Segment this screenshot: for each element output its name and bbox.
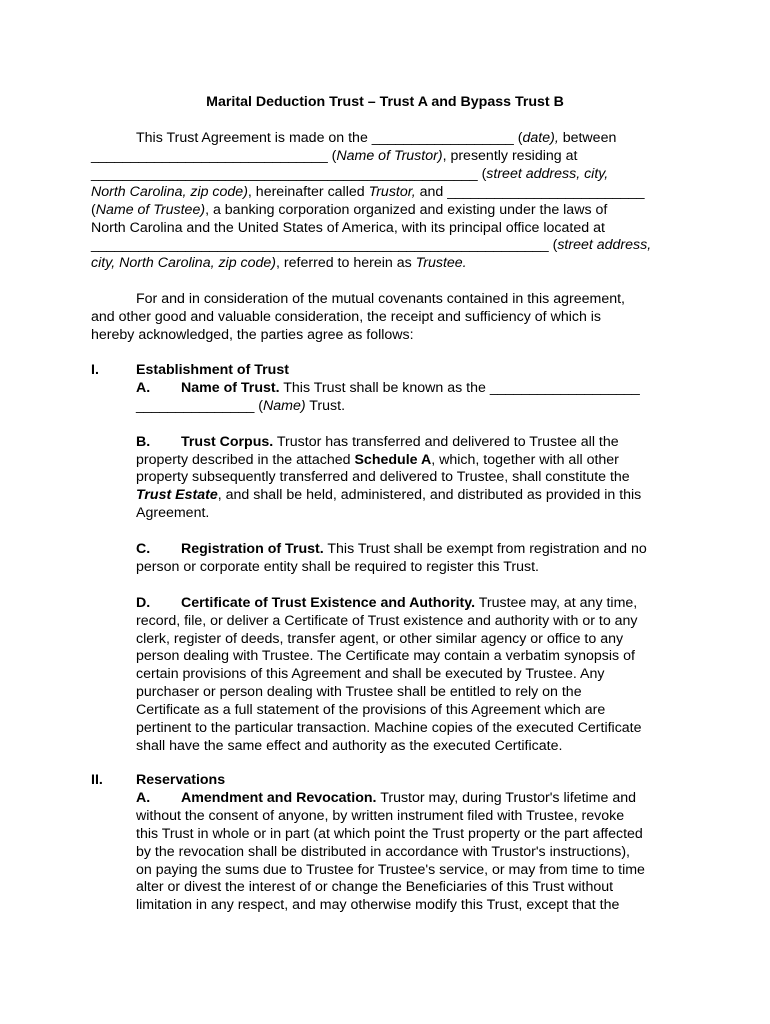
- intro-line: North Carolina, zip code), hereinafter called Trustor, and _________________________: [91, 183, 645, 200]
- clause-name-of-trust: A. Name of Trust. This Trust shall be known as the ___________________: [136, 379, 640, 396]
- clause-line: clerk, register of deeds, transfer agent, or other similar agency or office to any: [136, 630, 624, 647]
- clause-line: Trust Estate, and shall be held, administered, and distributed as provided in this: [136, 487, 642, 504]
- section-body: [136, 772, 696, 915]
- clause-line: this Trust in whole or in part (at which point the Trust property or the part affected: [136, 825, 643, 842]
- intro-line: This Trust Agreement is made on the __________________ (date), between: [136, 130, 617, 146]
- intro-line: North Carolina and the United States of America, with its principal office located at: [91, 219, 605, 236]
- clause-line: limitation in any respect, and may otherwise modify this Trust, except that the: [136, 897, 620, 914]
- section-number: II.: [91, 772, 103, 788]
- clause-line: on paying the sums due to Trustee for Trustee's service, or may from time to time: [136, 861, 645, 878]
- intro-line: ______________________________ (Name of Trustor), presently residing at: [91, 147, 578, 164]
- clause-line: person dealing with Trustee. The Certificate may contain a verbatim synopsis of: [136, 648, 635, 665]
- intro-paragraph: [91, 130, 691, 273]
- clause-line: Certificate as a full statement of the provisions of this Agreement which are: [136, 702, 606, 719]
- section-heading: Establishment of Trust: [136, 362, 289, 378]
- section-body: [136, 362, 696, 756]
- document-title: Marital Deduction Trust – Trust A and Bypass Trust B: [206, 94, 564, 110]
- clause-line: shall have the same effect and authority as the executed Certificate.: [136, 737, 563, 754]
- clause-line: property described in the attached Schedule A, which, together with all other: [136, 451, 619, 468]
- clause-line: by the revocation shall be distributed in accordance with Trustor's instructions),: [136, 843, 630, 860]
- consideration-paragraph: [91, 291, 691, 345]
- intro-line: __________________________________________________________ (street address,: [91, 237, 652, 254]
- consideration-line: hereby acknowledged, the parties agree as follows:: [91, 326, 414, 343]
- clause-line: _______________ (Name) Trust.: [136, 397, 346, 414]
- clause-line: without the consent of anyone, by written instrument filed with Trustee, revoke: [136, 807, 625, 824]
- consideration-line: For and in consideration of the mutual covenants contained in this agreement,: [136, 291, 625, 307]
- clause-line: Agreement.: [136, 505, 210, 522]
- clause-trust-corpus: B. Trust Corpus. Trustor has transferred and delivered to Trustee all the: [136, 433, 619, 450]
- clause-line: record, file, or deliver a Certificate of Trust existence and authority with or to any: [136, 612, 638, 629]
- intro-line: _________________________________________________ (street address, city,: [91, 165, 609, 182]
- section-number: I.: [91, 362, 99, 378]
- clause-line: property subsequently transferred and delivered to Trustee, shall constitute the: [136, 469, 630, 486]
- intro-line: (Name of Trustee), a banking corporation organized and existing under the laws of: [91, 201, 608, 218]
- intro-line: city, North Carolina, zip code), referred to herein as Trustee.: [91, 255, 467, 272]
- clause-amendment: A. Amendment and Revocation. Trustor may, during Trustor's lifetime and: [136, 789, 637, 806]
- consideration-line: and other good and valuable consideration, the receipt and sufficiency of which is: [91, 308, 602, 325]
- section-heading: Reservations: [136, 772, 226, 788]
- clause-line: purchaser or person dealing with Trustee shall be entitled to rely on the: [136, 684, 582, 701]
- clause-registration: C. Registration of Trust. This Trust shall be exempt from registration and no: [136, 541, 647, 558]
- clause-line: person or corporate entity shall be required to register this Trust.: [136, 558, 539, 575]
- clause-line: alter or divest the interest of or change the Beneficiaries of this Trust without: [136, 879, 614, 896]
- clause-line: certain provisions of this Agreement and shall be executed by Trustee. Any: [136, 666, 605, 683]
- clause-line: pertinent to the particular transaction. Machine copies of the executed Certificate: [136, 720, 642, 737]
- clause-certificate: D. Certificate of Trust Existence and Authority. Trustee may, at any time,: [136, 594, 638, 611]
